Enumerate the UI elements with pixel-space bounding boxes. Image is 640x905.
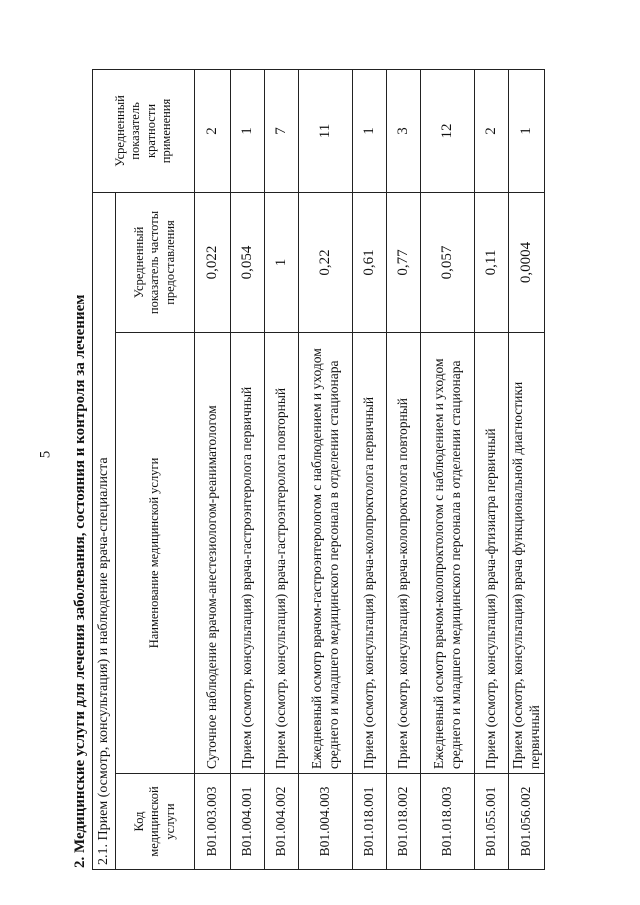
multiplicity-value: 1 <box>231 69 265 192</box>
table-row <box>195 69 231 869</box>
frequency-value: 0,022 <box>195 192 231 332</box>
table-row <box>353 69 387 869</box>
service-code: B01.018.002 <box>387 774 421 870</box>
frequency-value: 0,054 <box>231 192 265 332</box>
frequency-value: 1 <box>265 192 299 332</box>
service-code: B01.056.002 <box>509 774 545 870</box>
frequency-value: 0,0004 <box>509 192 545 332</box>
service-code: B01.004.002 <box>265 774 299 870</box>
table-row <box>421 69 475 869</box>
service-name: Прием (осмотр, консультация) врача-колопроктолога повторный <box>387 333 421 774</box>
frequency-value: 0,61 <box>353 192 387 332</box>
service-name: Прием (осмотр, консультация) врача-гастроэнтеролога первичный <box>231 333 265 774</box>
subsection-title: 2.1. Прием (осмотр, консультация) и наблюдение врача-специалиста <box>93 192 116 869</box>
table-row <box>231 69 265 869</box>
rotated-page-content <box>68 70 583 870</box>
service-code: B01.003.003 <box>195 774 231 870</box>
frequency-value: 0,22 <box>299 192 353 332</box>
service-name: Прием (осмотр, консультация) врача-гастроэнтеролога повторный <box>265 333 299 774</box>
multiplicity-value: 1 <box>509 69 545 192</box>
service-code: B01.018.003 <box>421 774 475 870</box>
medical-services-table <box>92 69 545 870</box>
table-row <box>475 69 509 869</box>
table-row <box>387 69 421 869</box>
service-name: Ежедневный осмотр врачом-гастроэнтерологом с наблюдением и уходом среднего и младшего медицинского персонала в отделении стационара <box>299 333 353 774</box>
table-row <box>265 69 299 869</box>
service-code: B01.018.001 <box>353 774 387 870</box>
multiplicity-value: 11 <box>299 69 353 192</box>
multiplicity-value: 2 <box>475 69 509 192</box>
header-multiplicity: Усредненный показатель кратности применения <box>93 69 195 192</box>
multiplicity-value: 3 <box>387 69 421 192</box>
page-number: 5 <box>37 450 54 459</box>
multiplicity-value: 2 <box>195 69 231 192</box>
section-title: 2. Медицинские услуги для лечения заболевания, состояния и контроля за лечением <box>72 294 88 868</box>
service-name: Прием (осмотр, консультация) врача-колопроктолога первичный <box>353 333 387 774</box>
frequency-value: 0,057 <box>421 192 475 332</box>
frequency-value: 0,11 <box>475 192 509 332</box>
service-code: B01.004.003 <box>299 774 353 870</box>
subsection-row <box>93 69 116 869</box>
multiplicity-value: 7 <box>265 69 299 192</box>
service-name: Ежедневный осмотр врачом-колопроктологом с наблюдением и уходом среднего и младшего медицинского персонала в отделении стационара <box>421 333 475 774</box>
service-code: B01.004.001 <box>231 774 265 870</box>
header-name: Наименование медицинской услуги <box>116 333 195 774</box>
header-frequency: Усредненный показатель частоты предоставления <box>116 192 195 332</box>
service-name: Прием (осмотр, консультация) врача-фтизиатра первичный <box>475 333 509 774</box>
table-row <box>509 69 545 869</box>
service-name: Прием (осмотр, консультация) врача функциональной диагностики первичный <box>509 333 545 774</box>
multiplicity-value: 12 <box>421 69 475 192</box>
multiplicity-value: 1 <box>353 69 387 192</box>
service-name: Суточное наблюдение врачом-анестезиологом-реаниматологом <box>195 333 231 774</box>
frequency-value: 0,77 <box>387 192 421 332</box>
header-code: Код медицинской услуги <box>116 774 195 870</box>
service-code: B01.055.001 <box>475 774 509 870</box>
table-row <box>299 69 353 869</box>
